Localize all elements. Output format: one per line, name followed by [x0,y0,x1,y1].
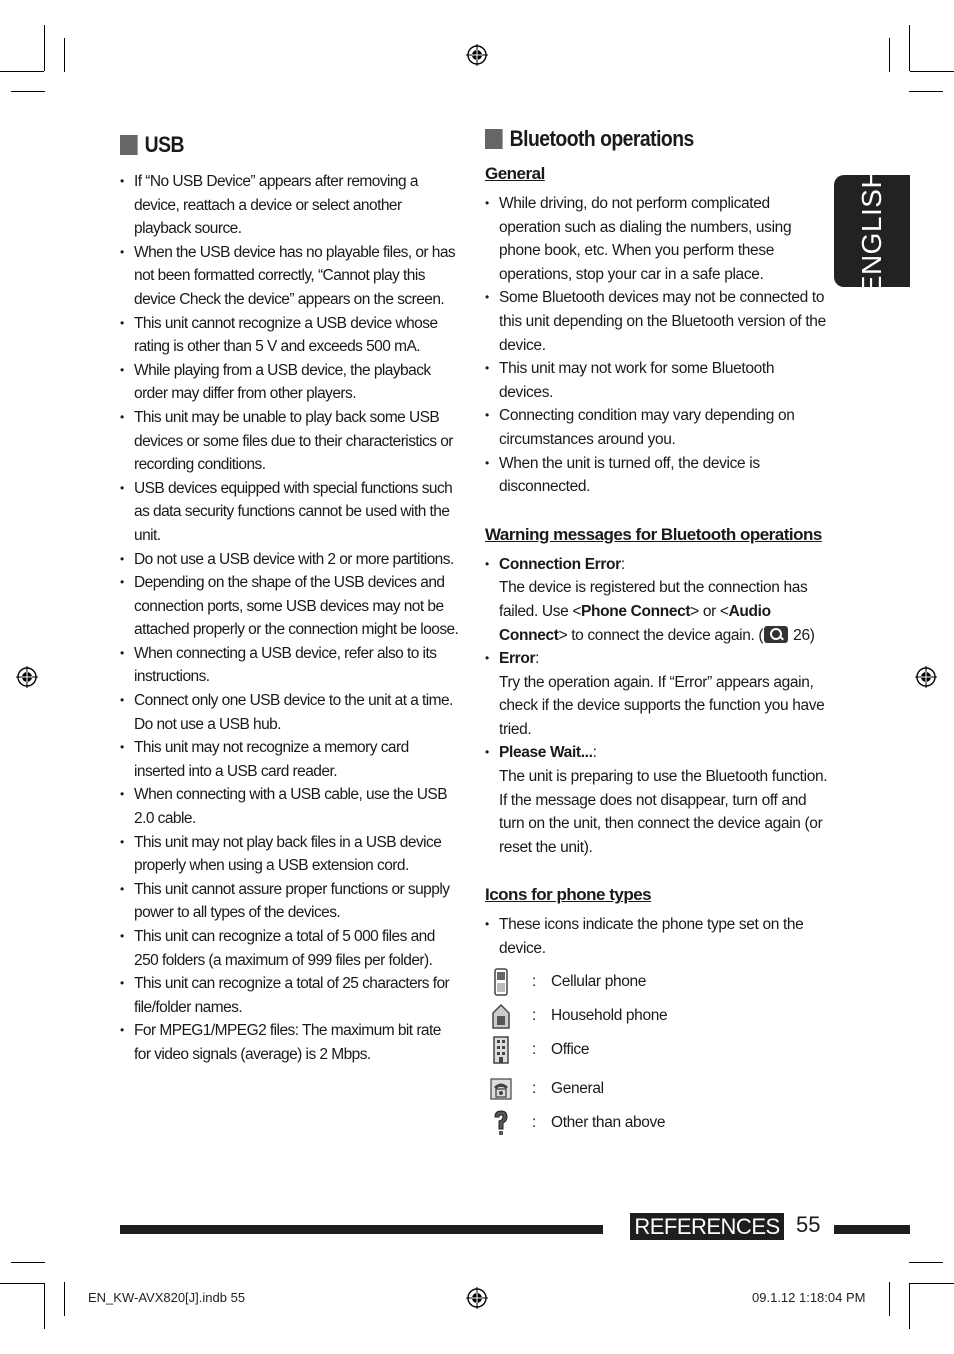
registration-mark-icon [466,44,488,66]
separator: : [532,1079,536,1097]
crop-mark [44,1283,45,1329]
list-item: • While driving, do not perform complicated operation such as dialing the numbers, using phone book, etc. When you perform these operations, stop your car in a safe place. [485,192,830,286]
crop-mark [44,25,45,71]
crop-mark [11,1262,45,1263]
message-term: Error [499,650,536,668]
crop-mark [909,1262,943,1263]
crop-mark [889,38,890,72]
crop-mark [64,1282,65,1316]
message-text-part: The device is registered but the connection has failed. Use < [499,579,808,620]
crop-mark [889,1282,890,1316]
usb-heading [120,132,419,158]
section-label: REFERENCES [630,1213,784,1240]
message-description: Try the operation again. If “Error” appears again, check if the device supports the function you have tried. [499,673,825,738]
registration-mark-icon [466,1287,488,1309]
list-item: • Depending on the shape of the USB devices and connection ports, some USB devices may not be attached properly or the connection might be loose. [120,571,460,642]
page-number: 55 [796,1212,821,1237]
list-item: • Do not use a USB device with 2 or more partitions. [120,548,460,572]
list-item: • Some Bluetooth devices may not be connected to this unit depending on the Bluetooth version of the device. [485,286,830,357]
registration-mark-icon [915,666,937,688]
list-item: • This unit can recognize a total of 5 000 files and 250 folders (a maximum of 999 files per folder). [120,925,460,972]
list-item: • This unit may be unable to play back some USB devices or some files due to their characteristics or recording conditions. [120,406,460,477]
phone-type-label: Household phone [551,1006,668,1024]
list-item: • If “No USB Device” appears after removing a device, reattach a device or select another playback source. [120,170,460,241]
page-reference-icon [764,626,788,643]
other-phone-icon [487,1108,515,1138]
bluetooth-title: Bluetooth operations [509,126,694,151]
section-square-icon [120,135,138,155]
household-phone-icon [487,1001,515,1031]
crop-mark [910,1283,954,1284]
list-item: • This unit cannot recognize a USB device whose rating is other than 5 V and exceeds 500 mA. [120,312,460,359]
warnings-subtitle: Warning messages for Bluetooth operations [485,524,822,544]
crop-mark [909,25,910,71]
phone-type-row [485,1072,830,1106]
list-item: • This unit cannot assure proper functions or supply power to all types of the devices. [120,878,460,925]
office-icon [487,1035,515,1065]
general-notes-list [485,192,830,499]
list-item: • For MPEG1/MPEG2 files: The maximum bit rate for video signals (average) is 2 Mbps. [120,1019,460,1066]
separator: : [532,1040,536,1058]
list-item: • This unit may not recognize a memory card inserted into a USB card reader. [120,736,460,783]
language-tab [834,167,910,295]
list-item: • These icons indicate the phone type set on the device. [485,913,830,960]
separator: : [532,972,536,990]
message-term: Please Wait... [499,744,593,762]
print-file-name: EN_KW-AVX820[J].indb 55 [88,1290,246,1305]
phone-type-label: Office [551,1040,590,1058]
crop-mark [0,1283,44,1284]
icons-subtitle: Icons for phone types [485,885,652,905]
warning-messages-list [485,553,830,860]
phone-type-row [485,999,830,1033]
phone-connect-term: Phone Connect [581,602,691,620]
general-phone-icon [487,1074,515,1104]
phone-type-row [485,965,830,999]
crop-mark [910,71,954,72]
registration-mark-icon [16,666,38,688]
list-item: • When connecting a USB device, refer also to its instructions. [120,642,460,689]
crop-mark [0,71,44,72]
bluetooth-heading [485,126,789,152]
separator: : [532,1006,536,1024]
crop-mark [909,91,943,92]
list-item: • This unit can recognize a total of 25 characters for file/folder names. [120,972,460,1019]
message-text-part: > to connect the device again. ( [558,626,764,644]
footer-bar [834,1225,910,1234]
audio-connect-term: Audio Connect [499,602,771,644]
section-square-icon [485,129,503,149]
list-item: • This unit may not work for some Bluetooth devices. [485,357,830,404]
message-text-part: > or < [690,602,729,620]
list-item: • Connecting condition may vary depending on circumstances around you. [485,404,830,451]
message-description [499,576,830,647]
phone-type-row [485,1106,830,1140]
phone-type-row [485,1033,830,1067]
list-item: • Connect only one USB device to the unit at a time. Do not use a USB hub. [120,689,460,736]
page-reference: 26) [789,626,815,644]
bluetooth-section [485,126,830,1140]
language-tab-label: ENGLISH [856,167,887,295]
icons-intro-list [485,913,830,960]
phone-type-label: General [551,1079,604,1097]
message-description: The unit is preparing to use the Bluetooth function. If the message does not disappear, turn off and turn on the unit, then connect the device again (or reset the unit). [499,768,828,856]
list-item: • When the USB device has no playable files, or has not been formatted correctly, “Cannot play this device Check the device” appears on the screen. [120,241,460,312]
list-item: • While playing from a USB device, the playback order may differ from other players. [120,359,460,406]
warning-error: • Error: Try the operation again. If “Error” appears again, check if the device supports the function you have tried. [485,647,830,741]
crop-mark [909,1283,910,1329]
list-item: • USB devices equipped with special functions such as data security functions cannot be used with the unit. [120,477,460,548]
crop-mark [64,38,65,72]
list-item: • When the unit is turned off, the device is disconnected. [485,452,830,499]
separator: : [532,1113,536,1131]
usb-notes-list [120,170,460,1067]
phone-type-label: Cellular phone [551,972,647,990]
warning-connection-error: • Connection Error: The device is registered but the connection has failed. Use <Phone Connect> or <Audio Connect> to connect the device again. ( 26) [485,553,830,647]
usb-title: USB [144,132,184,157]
cellular-phone-icon [487,967,515,997]
list-item: • This unit may not play back files in a USB device properly when using a USB extension cord. [120,831,460,878]
print-timestamp: 09.1.12 1:18:04 PM [752,1290,866,1305]
crop-mark [11,91,45,92]
message-term: Connection Error [499,555,621,573]
usb-section [120,132,460,1067]
phone-type-label: Other than above [551,1113,666,1131]
footer-bar [120,1225,603,1234]
warning-please-wait: • Please Wait...: The unit is preparing to use the Bluetooth function. If the message does not disappear, turn off and turn on the unit, then connect the device again (or reset the unit). [485,741,830,859]
list-item: • When connecting with a USB cable, use the USB 2.0 cable. [120,783,460,830]
general-subtitle: General [485,164,545,183]
